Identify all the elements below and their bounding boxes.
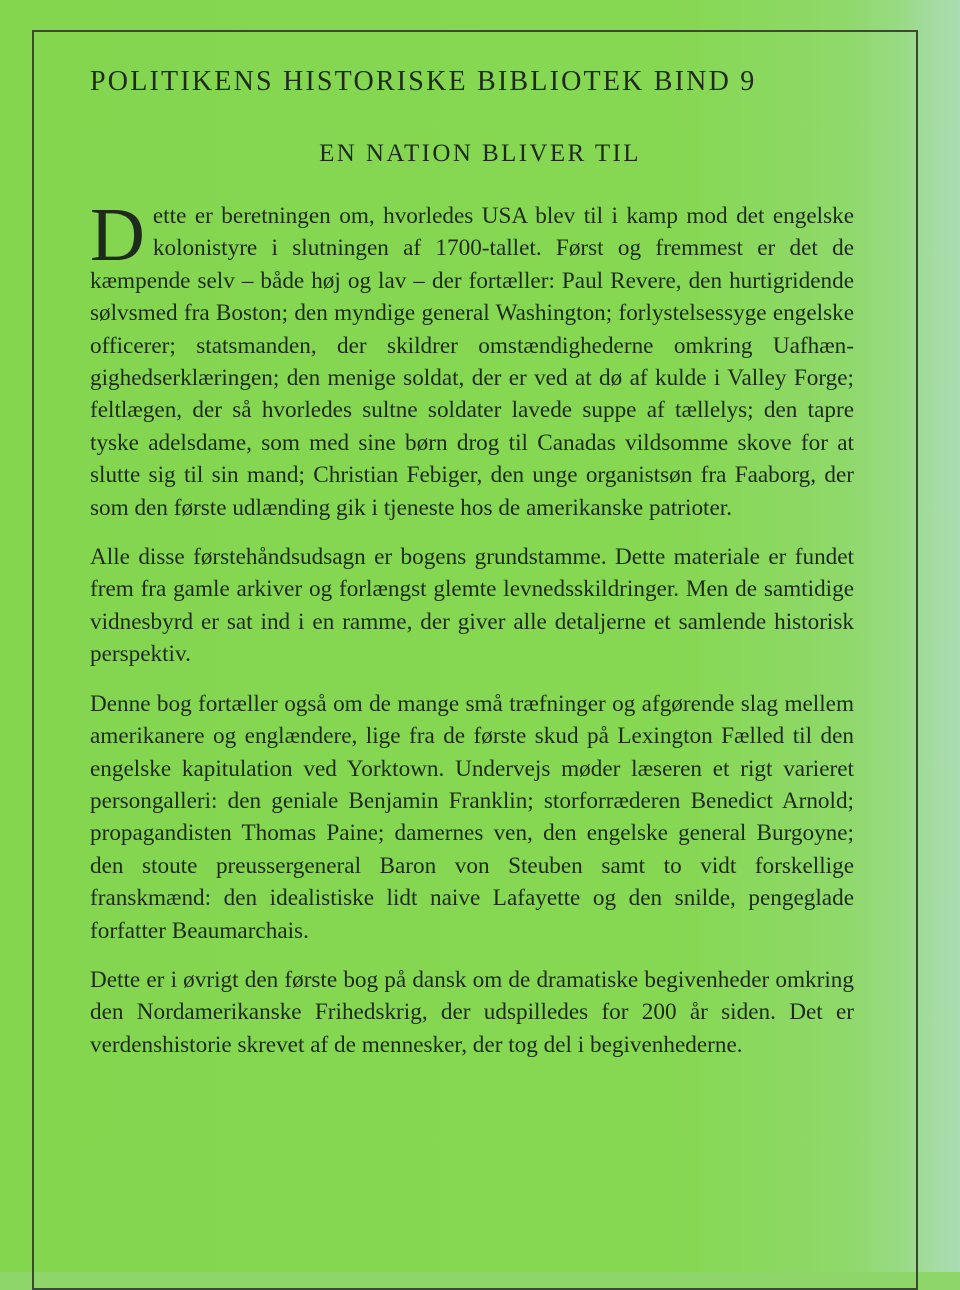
paragraph-1-text: ette er beretningen om, hvorledes USA blev til i kamp mod det engelske kolonistyre i slutningen af 1700-tallet. Først og fremmest er det de kæmpende selv – både høj og lav – der fortæller: Paul Revere, den hurtigridende sølvsmed fra Boston; den myndige general Washington; forlystelsessyge engelske officerer; statsmanden, der skildrer omstændighederne omkring Uafhængighedserklæringen; den menige soldat, der er ved at dø af kulde i Valley Forge; feltlægen, der så hvorledes sultne soldater lavede suppe af tællelys; den tapre tyske adelsdame, som med sine børn drog til Canadas vildsomme skove for at slutte sig til sin mand; Christian Febiger, den unge organistsøn fra Faaborg, der som den første udlænding gik i tjeneste hos de amerikanske patrioter. <box>90 203 854 521</box>
blurb-text <box>90 193 854 1078</box>
paragraph-1 <box>90 193 854 524</box>
paragraph-3: Denne bog fortæller også om de mange små træfninger og afgørende slag mellem amerikanere og englændere, lige fra de første skud på Lexington Fælled til den engelske kapitulation ved Yorktown. Undervejs møder læseren et rigt varieret persongalleri: den geniale Benjamin Franklin; storforræderen Benedict Arnold; propagandisten Thomas Paine; damernes ven, den engelske general Burgoyne; den stoute preussergeneral Baron von Steuben samt to vidt forskellige franskmænd: den idealistiske lidt naive Lafayette og den snilde, pengeglade forfatter Beaumarchais. <box>90 690 854 944</box>
paragraph-2: Alle disse førstehåndsudsagn er bogens grundstamme. Dette materiale er fundet frem fra gamle arkiver og forlængst glemte levnedsskildringer. Men de samtidige vidnesbyrd er sat ind i en ramme, der giver alle detaljerne et samlende historisk perspektiv. <box>90 544 854 668</box>
paragraph-4: Dette er i øvrigt den første bog på dansk om de dramatiske begivenheder omkring den Nordamerikanske Frihedskrig, der udspilledes for 200 år siden. Det er verdenshistorie skrevet af de mennesker, der tog del i begivenhederne. <box>90 966 854 1058</box>
book-title: EN NATION BLIVER TIL <box>319 140 641 167</box>
drop-cap: D <box>90 193 145 277</box>
series-title: POLITIKENS HISTORISKE BIBLIOTEK BIND 9 <box>90 66 757 97</box>
